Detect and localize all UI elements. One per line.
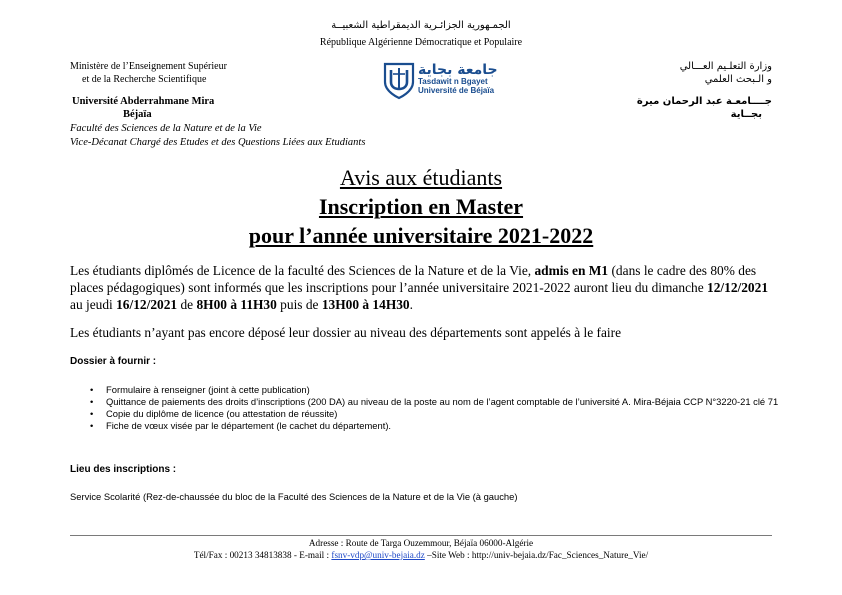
footer-address: Adresse : Route de Targa Ouzemmour, Béjaïa 06000-Algérie [308,538,534,548]
ministry-name-french [70,60,227,86]
footer-site-label: –Site Web : [424,550,472,560]
admitted-m1: admis en M1 [534,263,609,278]
university-line-1: Université Abderrahmane Mira [72,96,215,107]
footer-tel: Tél/Fax : 00213 34813838 - E-mail : [193,550,332,560]
footer-divider [70,535,772,536]
republic-name-french: République Algérienne Démocratique et Populaire [319,37,523,48]
ministry-line-1: Ministère de l’Enseignement Supérieur [70,61,227,72]
university-name-arabic [637,95,772,121]
notice-academic-year: pour l’année universitaire 2021-2022 [248,223,594,248]
footer-website: http://univ-bejaia.dz/Fac_Sciences_Nature_Vie/ [471,550,649,560]
afternoon-hours: 13H00 à 14H30 [321,297,410,312]
dossier-list [70,384,782,432]
reminder-paragraph: Les étudiants n’ayant pas encore déposé leur dossier au niveau des départements sont appelés à le faire [70,325,622,340]
p1-text-e: au jeudi [70,297,117,312]
list-item: • Fiche de vœux visée par le département (le cachet du département). [70,420,782,432]
location-text: Service Scolarité (Rez-de-chaussée du bloc de la Faculté des Sciences de la Nature et de la Vie (à gauche) [70,491,518,502]
end-date: 16/12/2021 [116,297,178,312]
start-date: 12/12/2021 [707,280,769,295]
logo-text-kabyle: Tasdawit n Bgayet [418,77,488,86]
ministry-ar-line-2: و الـبحث العلمي [704,74,772,85]
list-item: • Copie du diplôme de licence (ou attestation de réussite) [70,408,782,420]
university-line-2: Béjaïa [123,109,152,120]
p1-text-a: Les étudiants diplômés de Licence de la faculté des Sciences de la Nature et de la Vie, [70,263,535,278]
location-heading: Lieu des inscriptions : [70,464,177,475]
p1-text-g: de [177,297,197,312]
ministry-ar-line-1: وزارة التعلـيم العـــالي [679,61,772,72]
university-name-french [72,95,214,121]
p1-text-i: puis de [276,297,322,312]
p1-text-k: . [409,297,413,312]
ministry-line-2: et de la Recherche Scientifique [82,74,207,85]
morning-hours: 8H00 à 11H30 [196,297,277,312]
p1-text-c: (dans le cadre des 80% des places pédagogiques) sont informés que les inscriptions pour l’année universitaire 2021-2022 auront lieu du dimanche [70,263,757,295]
notice-title: Avis aux étudiants [339,165,503,190]
footer-email-link[interactable]: fsnv-vdp@univ-bejaia.dz [331,550,425,560]
republic-name-arabic: الجمـهورية الجزائـرية الديمقراطية الشعبيــة [331,20,511,31]
university-ar-line-1: جــــامعـة عبد الرحمان ميرة [636,96,772,107]
university-ar-line-2: بجــاية [730,109,762,120]
list-item: • Quittance de paiements des droits d’inscriptions (200 DA) au niveau de la poste au nom de l’agent comptable de l’université A. Mira-Béjaia CCP N°3220-21 clé 71 [70,396,782,408]
university-emblem-icon [382,60,416,100]
faculty-name: Faculté des Sciences de la Nature et de la Vie [70,123,262,134]
footer-contact [0,550,842,560]
list-item: • Formulaire à renseigner (joint à cette publication) [70,384,782,396]
logo-text-french: Université de Béjaïa [418,86,495,95]
ministry-name-arabic [680,60,772,86]
dossier-heading: Dossier à fournir : [70,356,157,367]
announcement-paragraph [70,262,774,313]
notice-subtitle: Inscription en Master [318,194,524,219]
faculty-block [70,122,365,150]
vice-deanship-name: Vice-Décanat Chargé des Etudes et des Questions Liées aux Etudiants [70,137,366,148]
logo-text-arabic: جامعة بجاية [418,62,498,78]
